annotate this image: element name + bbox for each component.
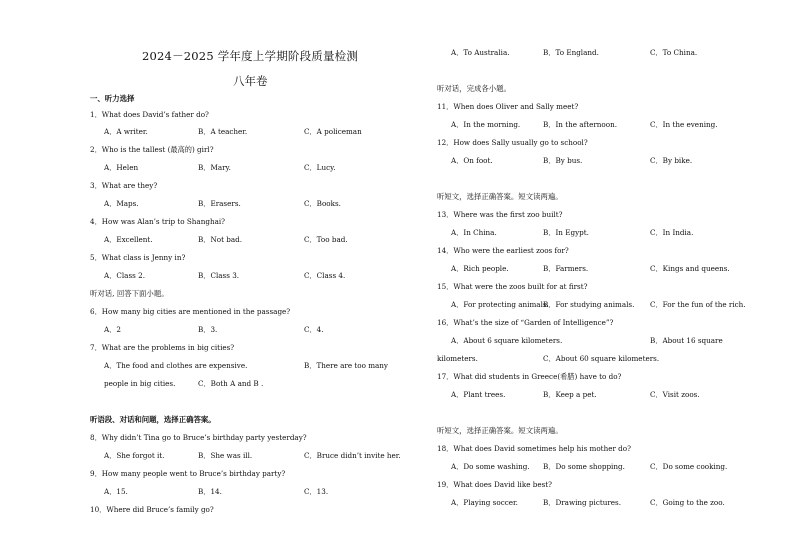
- q17-option-a: A．Plant trees.: [451, 390, 506, 399]
- question-3: 3．What are they?: [90, 181, 158, 190]
- instruction: 听对话, 回答下面小题。: [90, 289, 169, 298]
- q14-option-c: C．Kings and queens.: [650, 264, 730, 273]
- q10-option-a: A．To Australia.: [451, 48, 510, 57]
- q10-option-b: B．To England.: [543, 48, 599, 57]
- instruction: 听短文，选择正确答案。短文读两遍。: [437, 192, 563, 201]
- question-12: 12．How does Sally usually go to school?: [437, 138, 588, 147]
- question-17: 17．What did students in Greece(希腊) have to do?: [437, 372, 622, 381]
- question-9: 9．How many people went to Bruce’s birthday party?: [90, 469, 286, 478]
- question-15: 15．What were the zoos built for at first?: [437, 282, 588, 291]
- q5-option-a: A．Class 2.: [104, 271, 145, 280]
- q4-option-c: C．Too bad.: [304, 235, 348, 244]
- q2-option-a: A．Helen: [104, 163, 139, 172]
- instruction: 听短文，选择正确答案。短文读两遍。: [437, 426, 563, 435]
- q12-option-b: B．By bus.: [543, 156, 583, 165]
- question-8: 8．Why didn’t Tina go to Bruce’s birthday party yesterday?: [90, 433, 307, 442]
- question-16: 16．What’s the size of “Garden of Intelligence”?: [437, 318, 614, 327]
- q11-option-a: A．In the morning.: [451, 120, 521, 129]
- q15-option-b: B．For studying animals.: [543, 300, 635, 309]
- q2-option-c: C．Lucy.: [304, 163, 336, 172]
- question-5: 5．What class is Jenny in?: [90, 253, 186, 262]
- exam-title: 2024－2025 学年度上学期阶段质量检测: [142, 49, 359, 63]
- q1-option-b: B．A teacher.: [198, 127, 248, 136]
- instruction: 听对话，完成各小题。: [437, 84, 511, 93]
- q9-option-a: A．15.: [104, 487, 128, 496]
- q12-option-c: C．By bike.: [650, 156, 693, 165]
- q19-option-a: A．Playing soccer.: [451, 498, 518, 507]
- q7-option-a: A．The food and clothes are expensive.: [104, 361, 248, 370]
- instruction: 听语段、对话和问题，选择正确答案。: [90, 415, 216, 424]
- q18-option-b: B．Do some shopping.: [543, 462, 625, 471]
- q18-option-c: C．Do some cooking.: [650, 462, 728, 471]
- exam-subtitle: 八年卷: [233, 74, 268, 88]
- question-14: 14．Who were the earliest zoos for?: [437, 246, 569, 255]
- q2-option-b: B．Mary.: [198, 163, 231, 172]
- q16-option-b: B．About 16 square: [650, 336, 723, 345]
- q6-option-c: C．4.: [304, 325, 324, 334]
- q8-option-b: B．She was ill.: [198, 451, 253, 460]
- question-7: 7．What are the problems in big cities?: [90, 343, 235, 352]
- q12-option-a: A．On foot.: [451, 156, 493, 165]
- q11-option-c: C．In the evening.: [650, 120, 718, 129]
- q4-option-a: A．Excellent.: [104, 235, 153, 244]
- q6-option-b: B．3.: [198, 325, 218, 334]
- q5-option-b: B．Class 3.: [198, 271, 240, 280]
- q16-option-b-cont: kilometers.: [437, 354, 478, 363]
- q6-option-a: A．2: [104, 325, 121, 334]
- q7-option-c: C．Both A and B .: [198, 379, 264, 388]
- q8-option-a: A．She forgot it.: [104, 451, 165, 460]
- q16-option-a: A．About 6 square kilometers.: [451, 336, 563, 345]
- question-18: 18．What does David sometimes help his mother do?: [437, 444, 631, 453]
- section-heading: 一、听力选择: [90, 94, 135, 103]
- question-1: 1．What does David’s father do?: [90, 110, 209, 119]
- q9-option-c: C．13.: [304, 487, 329, 496]
- question-11: 11．When does Oliver and Sally meet?: [437, 102, 579, 111]
- q13-option-b: B．In Egypt.: [543, 228, 589, 237]
- q18-option-a: A．Do some washing.: [451, 462, 530, 471]
- q7-option-a-cont: people in big cities.: [104, 379, 176, 388]
- q13-option-a: A．In China.: [451, 228, 497, 237]
- q3-option-c: C．Books.: [304, 199, 341, 208]
- q19-option-c: C．Going to the zoo.: [650, 498, 725, 507]
- q1-option-a: A．A writer.: [104, 127, 148, 136]
- q11-option-b: B．In the afternoon.: [543, 120, 617, 129]
- q7-option-b: B．There are too many: [304, 361, 388, 370]
- q14-option-a: A．Rich people.: [451, 264, 509, 273]
- question-10: 10．Where did Bruce’s family go?: [90, 505, 214, 514]
- q4-option-b: B．Not bad.: [198, 235, 243, 244]
- q19-option-b: B．Drawing pictures.: [543, 498, 622, 507]
- q3-option-a: A．Maps.: [104, 199, 139, 208]
- question-6: 6．How many big cities are mentioned in the passage?: [90, 307, 291, 316]
- q16-option-c: C．About 60 square kilometers.: [543, 354, 660, 363]
- q9-option-b: B．14.: [198, 487, 222, 496]
- q17-option-b: B．Keep a pet.: [543, 390, 597, 399]
- question-2: 2．Who is the tallest (最高的) girl?: [90, 145, 214, 154]
- question-4: 4．How was Alan’s trip to Shanghai?: [90, 217, 226, 226]
- q5-option-c: C．Class 4.: [304, 271, 346, 280]
- question-19: 19．What does David like best?: [437, 480, 553, 489]
- q15-option-c: C．For the fun of the rich.: [650, 300, 746, 309]
- q3-option-b: B．Erasers.: [198, 199, 241, 208]
- q1-option-c: C．A policeman: [304, 127, 362, 136]
- q17-option-c: C．Visit zoos.: [650, 390, 700, 399]
- q13-option-c: C．In India.: [650, 228, 694, 237]
- q14-option-b: B．Farmers.: [543, 264, 589, 273]
- question-13: 13．Where was the first zoo built?: [437, 210, 563, 219]
- q15-option-a: A．For protecting animals.: [451, 300, 549, 309]
- q10-option-c: C．To China.: [650, 48, 698, 57]
- q8-option-c: C．Bruce didn’t invite her.: [304, 451, 401, 460]
